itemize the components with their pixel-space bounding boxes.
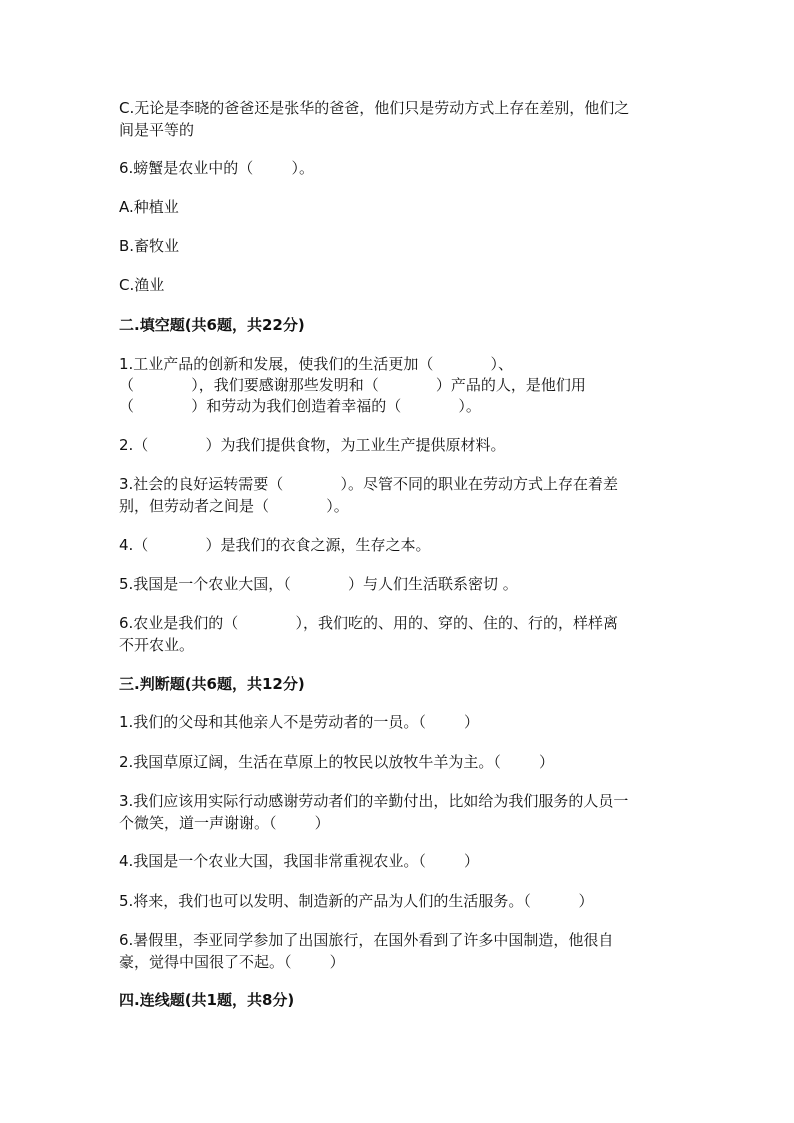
question-6-stem: 6.螃蟹是农业中的（ ）。 xyxy=(119,159,314,177)
fill-q5: 5.我国是一个农业大国，（ ）与人们生活联系密切 。 xyxy=(119,575,518,593)
fill-q1-line3: （ ）和劳动为我们创造着幸福的（ ）。 xyxy=(119,397,481,415)
option-c-text: C.无论是李晓的爸爸还是张华的爸爸，他们只是劳动方式上存在差别，他们之 xyxy=(119,99,630,117)
fill-q3-line1: 3.社会的良好运转需要（ ）。尽管不同的职业在劳动方式上存在着差 xyxy=(119,475,619,493)
judge-q1: 1.我们的父母和其他亲人不是劳动者的一员。（ ） xyxy=(119,713,479,731)
fill-q2: 2.（ ）为我们提供食物，为工业生产提供原材料。 xyxy=(119,436,506,454)
fill-q6-line2: 不开农业。 xyxy=(119,636,195,654)
fill-q6-line1: 6.农业是我们的（ ），我们吃的、用的、穿的、住的、行的，样样离 xyxy=(119,614,619,632)
judge-q3-line2: 个微笑，道一声谢谢。（ ） xyxy=(119,814,330,832)
judge-q6-line2: 豪，觉得中国很了不起。（ ） xyxy=(119,953,345,971)
option-b: B.畜牧业 xyxy=(119,237,180,255)
fill-q4: 4.（ ）是我们的衣食之源，生存之本。 xyxy=(119,536,431,554)
judge-q6-line1: 6.暑假里，李亚同学参加了出国旅行，在国外看到了许多中国制造，他很自 xyxy=(119,931,614,949)
option-c: C.渔业 xyxy=(119,276,165,294)
section-heading-matching: 四.连线题(共1题，共8分) xyxy=(119,991,295,1009)
section-heading-judgment: 三.判断题(共6题，共12分) xyxy=(119,675,305,693)
judge-q2: 2.我国草原辽阔，生活在草原上的牧民以放牧牛羊为主。（ ） xyxy=(119,753,554,771)
option-c-continuation: 间是平等的 xyxy=(119,121,195,139)
judge-q3-line1: 3.我们应该用实际行动感谢劳动者们的辛勤付出，比如给为我们服务的人员一 xyxy=(119,792,629,810)
fill-q3-line2: 别，但劳动者之间是（ ）。 xyxy=(119,497,349,515)
section-heading-fill-blank: 二.填空题(共6题，共22分) xyxy=(119,316,305,334)
judge-q4: 4.我国是一个农业大国，我国非常重视农业。（ ） xyxy=(119,852,479,870)
option-a: A.种植业 xyxy=(119,198,179,216)
fill-q1-line1: 1.工业产品的创新和发展，使我们的生活更加（ ）、 xyxy=(119,355,514,373)
judge-q5: 5.将来，我们也可以发明、制造新的产品为人们的生活服务。（ ） xyxy=(119,892,594,910)
fill-q1-line2: （ ），我们要感谢那些发明和（ ）产品的人，是他们用 xyxy=(119,376,586,394)
